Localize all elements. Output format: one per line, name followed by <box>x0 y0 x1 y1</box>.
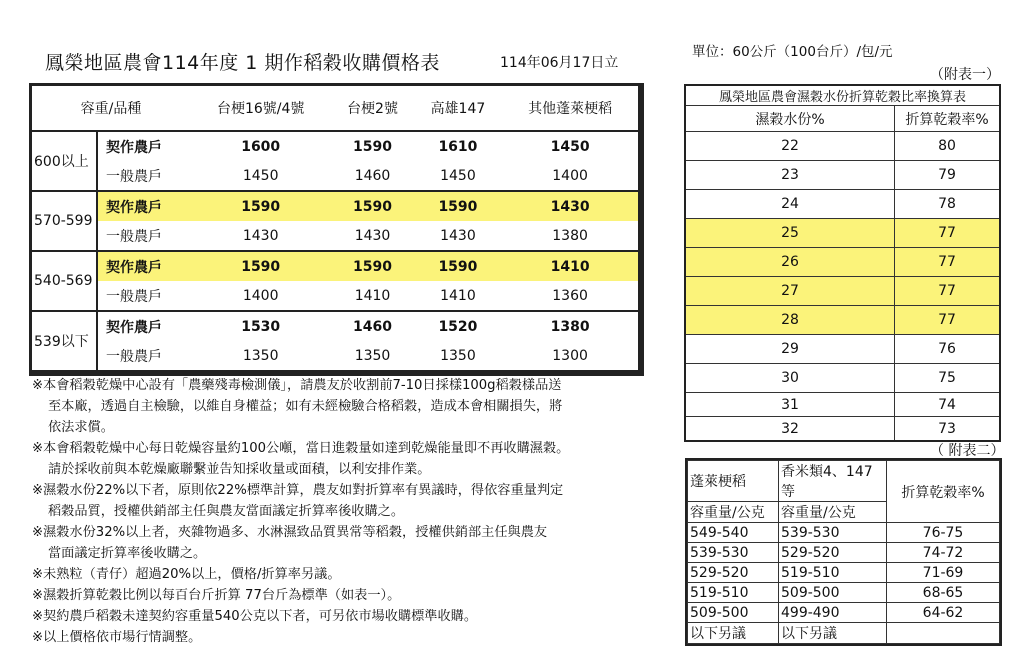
moisture-value: 30 <box>686 364 895 393</box>
farmer-type-label: 契作農戶 <box>97 131 190 161</box>
grade-row <box>688 623 1000 644</box>
price-cell: 1530 <box>190 311 331 341</box>
price-row-contract <box>32 311 638 341</box>
farmer-type-label: 契作農戶 <box>97 251 190 281</box>
price-cell: 1430 <box>354 227 391 244</box>
moisture-row <box>686 132 999 161</box>
price-cell: 1450 <box>242 167 279 184</box>
price-cell: 1410 <box>440 287 476 304</box>
note-line: ※濕穀水份22%以下者，原則依22%標準計算，農友如對折算率有異議時，得依容重量判定 <box>32 483 564 498</box>
price-cell: 1610 <box>414 131 502 161</box>
farmer-type-label: 一般農戶 <box>106 348 162 365</box>
note-line: ※以上價格依市場行情調整。 <box>32 630 202 645</box>
grade-row <box>688 543 1000 563</box>
moisture-value: 32 <box>686 417 895 441</box>
price-cell: 1590 <box>331 131 413 161</box>
price-cell: 1430 <box>242 227 279 244</box>
price-cell: 1460 <box>354 167 391 184</box>
moisture-value: 27 <box>686 277 895 306</box>
moisture-row <box>686 190 999 219</box>
weight-range: 570-599 <box>32 191 97 251</box>
grade-row <box>688 583 1000 603</box>
fragrant-weight-value: 499-490 <box>779 603 887 623</box>
fragrant-weight-value: 519-510 <box>779 563 887 583</box>
header-ponlai-weight: 容重量/公克 <box>688 502 779 523</box>
price-cell: 1400 <box>552 167 588 184</box>
price-cell: 1410 <box>354 287 391 304</box>
ponlai-weight-value: 549-540 <box>688 523 779 543</box>
grade-rate-value: 74-72 <box>887 543 1000 563</box>
price-cell: 1590 <box>190 251 331 281</box>
note-line: ※本會稻穀乾燥中心設有「農藥殘毒檢測儀」，請農友於收割前7-10日採樣100g稻穀樣品送 <box>32 378 562 393</box>
fragrant-weight-value: 529-520 <box>779 543 887 563</box>
effective-date: 114年06月17日立 <box>500 55 619 71</box>
grade-conversion-table <box>685 458 1002 646</box>
dry-rate-value: 77 <box>895 277 1000 306</box>
price-cell: 1350 <box>242 347 279 364</box>
dry-rate-value: 74 <box>895 393 1000 417</box>
header-moisture: 濕穀水份% <box>686 106 895 132</box>
farmer-type-label: 一般農戶 <box>106 288 162 305</box>
price-cell: 1400 <box>242 287 279 304</box>
moisture-row <box>686 335 999 364</box>
price-cell: 1380 <box>552 227 588 244</box>
farmer-type-label: 一般農戶 <box>106 228 162 245</box>
price-cell: 1450 <box>502 131 638 161</box>
price-row-contract <box>32 131 638 161</box>
price-cell: 1350 <box>354 347 391 364</box>
price-cell: 1460 <box>331 311 413 341</box>
weight-range: 539以下 <box>32 311 97 370</box>
grade-row <box>688 563 1000 583</box>
price-cell: 1380 <box>502 311 638 341</box>
farmer-type-label: 一般農戶 <box>106 168 162 185</box>
moisture-value: 25 <box>686 219 895 248</box>
price-cell: 1300 <box>552 347 588 364</box>
weight-range: 600以上 <box>32 131 97 191</box>
moisture-value: 28 <box>686 306 895 335</box>
dry-rate-value: 77 <box>895 248 1000 277</box>
note-line: ※濕穀折算乾穀比例以每百台斤折算 77台斤為標準（如表一）。 <box>32 588 401 603</box>
fragrant-weight-value: 539-530 <box>779 523 887 543</box>
fragrant-weight-value: 以下另議 <box>779 623 887 644</box>
grade-rate-value: 71-69 <box>887 563 1000 583</box>
moisture-row <box>686 393 999 417</box>
header-fragrant: 香米類4、147等 <box>779 461 887 502</box>
moisture-value: 26 <box>686 248 895 277</box>
price-cell: 1590 <box>331 191 413 221</box>
moisture-row <box>686 219 999 248</box>
note-line: ※濕穀水份32%以上者，夾雜物過多、水淋濕致品質異常等稻穀，授權供銷部主任與農友 <box>32 525 548 540</box>
grade-rate-value <box>887 623 1000 644</box>
ponlai-weight-value: 509-500 <box>688 603 779 623</box>
dry-rate-value: 75 <box>895 364 1000 393</box>
header-ponlai: 蓬萊梗稻 <box>688 461 779 502</box>
price-row-general <box>32 281 638 311</box>
note-line: ※契約農戶稻穀未達契約容重量540公克以下者，可另依市場收購標準收購。 <box>32 609 478 624</box>
price-cell: 1360 <box>552 287 588 304</box>
moisture-value: 22 <box>686 132 895 161</box>
grade-rate-value: 76-75 <box>887 523 1000 543</box>
price-cell: 1590 <box>190 191 331 221</box>
header-variety-4: 其他蓬萊梗稻 <box>502 86 638 131</box>
price-cell: 1430 <box>440 227 476 244</box>
dry-rate-value: 77 <box>895 306 1000 335</box>
price-cell: 1430 <box>502 191 638 221</box>
grade-rate-value: 64-62 <box>887 603 1000 623</box>
header-variety-3: 高雄147 <box>414 86 502 131</box>
price-row-contract <box>32 251 638 281</box>
price-cell: 1590 <box>414 191 502 221</box>
price-cell: 1520 <box>414 311 502 341</box>
page-title: 鳳榮地區農會114年度 1 期作稻穀收購價格表 <box>45 52 440 74</box>
price-cell: 1410 <box>502 251 638 281</box>
dry-rate-value: 73 <box>895 417 1000 441</box>
moisture-row <box>686 277 999 306</box>
price-cell: 1590 <box>414 251 502 281</box>
header-fragrant-weight: 容重量/公克 <box>779 502 887 523</box>
price-cell: 1450 <box>440 167 476 184</box>
note-line: ※本會稻穀乾燥中心每日乾燥容量約100公噸，當日進穀量如達到乾燥能量即不再收購濕穀。 <box>32 441 570 456</box>
price-row-contract <box>32 191 638 221</box>
moisture-value: 31 <box>686 393 895 417</box>
note-line: 至本廠，透過自主檢驗，以維自身權益；如有未經檢驗合格稻穀，造成本會相關損失，將 <box>48 399 563 414</box>
moisture-row <box>686 364 999 393</box>
moisture-row <box>686 417 999 441</box>
header-variety-1: 台梗16號/4號 <box>190 86 331 131</box>
price-row-general <box>32 341 638 370</box>
dry-rate-value: 78 <box>895 190 1000 219</box>
grade-row <box>688 603 1000 623</box>
moisture-value: 24 <box>686 190 895 219</box>
note-line: 請於採收前與本乾燥廠聯繫並告知採收量或面積，以利安排作業。 <box>48 462 431 477</box>
moisture-value: 23 <box>686 161 895 190</box>
price-row-general <box>32 161 638 191</box>
note-line: ※未熟粒（青仔）超過20%以上，價格/折算率另議。 <box>32 567 341 582</box>
price-table-header <box>32 86 638 131</box>
attachment-2-label: （ 附表二） <box>930 443 1005 459</box>
farmer-type-label: 契作農戶 <box>97 311 190 341</box>
notes-section <box>32 375 682 648</box>
moisture-row <box>686 248 999 277</box>
note-line: 當面議定折算率後收購之。 <box>48 546 207 561</box>
grade-rate-value: 68-65 <box>887 583 1000 603</box>
header-weight-variety: 容重/品種 <box>32 86 190 131</box>
ponlai-weight-value: 519-510 <box>688 583 779 603</box>
dry-rate-value: 79 <box>895 161 1000 190</box>
note-line: 稻穀品質，授權供銷部主任與農友當面議定折算率後收購之。 <box>48 504 405 519</box>
header-variety-2: 台梗2號 <box>331 86 413 131</box>
moisture-table-caption: 鳳榮地區農會濕穀水份折算乾穀比率換算表 <box>718 90 966 105</box>
dry-rate-value: 80 <box>895 132 1000 161</box>
grade-row <box>688 523 1000 543</box>
price-cell: 1590 <box>331 251 413 281</box>
moisture-row <box>686 161 999 190</box>
attachment-1-label: （附表一） <box>930 67 1000 83</box>
header-dry-rate: 折算乾穀率% <box>895 106 1000 132</box>
price-row-general <box>32 221 638 251</box>
note-line: 依法求償。 <box>48 420 114 435</box>
unit-note: 單位：60公斤（100台斤）/包/元 <box>692 44 893 60</box>
header-grade-rate: 折算乾穀率% <box>887 461 1000 523</box>
price-cell: 1350 <box>440 347 476 364</box>
ponlai-weight-value: 539-530 <box>688 543 779 563</box>
price-table <box>29 83 644 376</box>
farmer-type-label: 契作農戶 <box>97 191 190 221</box>
fragrant-weight-value: 509-500 <box>779 583 887 603</box>
dry-rate-value: 77 <box>895 219 1000 248</box>
ponlai-weight-value: 以下另議 <box>688 623 779 644</box>
moisture-row <box>686 306 999 335</box>
price-cell: 1600 <box>190 131 331 161</box>
moisture-value: 29 <box>686 335 895 364</box>
moisture-conversion-table <box>684 84 1001 442</box>
ponlai-weight-value: 529-520 <box>688 563 779 583</box>
weight-range: 540-569 <box>32 251 97 311</box>
dry-rate-value: 76 <box>895 335 1000 364</box>
